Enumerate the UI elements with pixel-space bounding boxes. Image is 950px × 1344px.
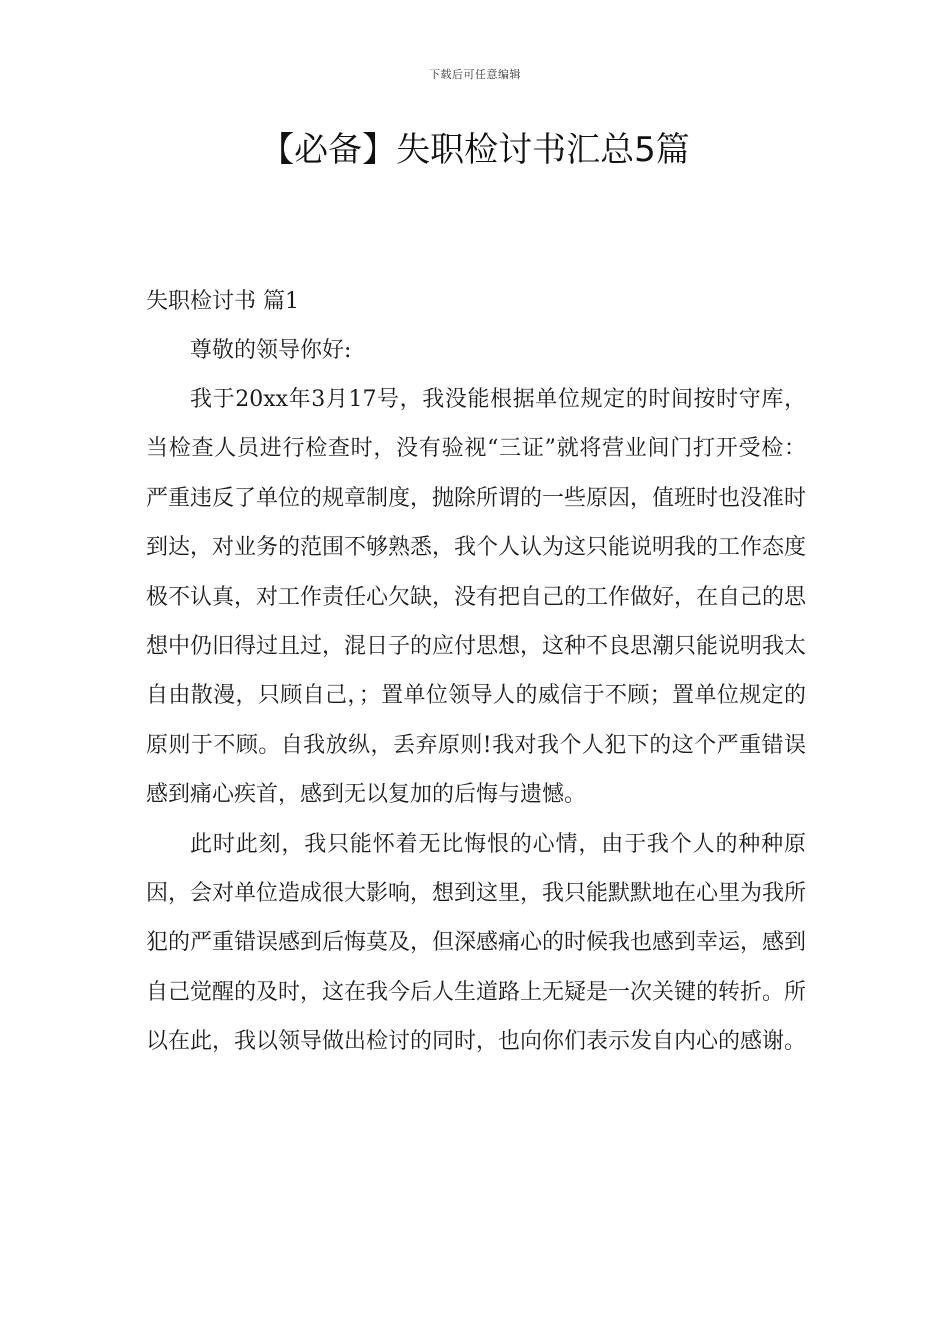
section-heading: 失职检讨书 篇1 <box>146 289 299 314</box>
document-title: 【必备】失职检讨书汇总5篇 <box>260 130 690 170</box>
greeting: 尊敬的领导你好: <box>190 338 352 363</box>
document-body <box>146 277 806 1067</box>
header-note: 下载后可任意编辑 <box>429 68 521 81</box>
paragraph-2: 此时此刻，我只能怀着无比悔恨的心情，由于我个人的种种原因，会对单位造成很大影响，想到这里，我只能默默地在心里为我所犯的严重错误感到后悔莫及，但深感痛心的时候我也感到幸运，感到自己觉醒的及时，这在我今后人生道路上无疑是一次关键的转折。所以在此，我以领导做出检讨的同时，也向你们表示发自内心的感谢。 <box>146 831 807 1055</box>
paragraph-1: 我于20xx年3月17号，我没能根据单位规定的时间按时守库，当检查人员进行检查时，没有验视“三证”就将营业间门打开受检：严重违反了单位的规章制度，抛除所谓的一些原因，值班时也没准时到达，对业务的范围不够熟悉，我个人认为这只能说明我的工作态度极不认真，对工作责任心欠缺，没有把自己的工作做好，在自己的思想中仍旧得过且过，混日子的应付思想，这种不良思潮只能说明我太自由散漫，只顾自己，；置单位领导人的威信于不顾；置单位规定的原则于不顾。自我放纵，丢弃原则!我对我个人犯下的这个严重错误感到痛心疾首，感到无以复加的后悔与遗憾。 <box>146 387 807 808</box>
